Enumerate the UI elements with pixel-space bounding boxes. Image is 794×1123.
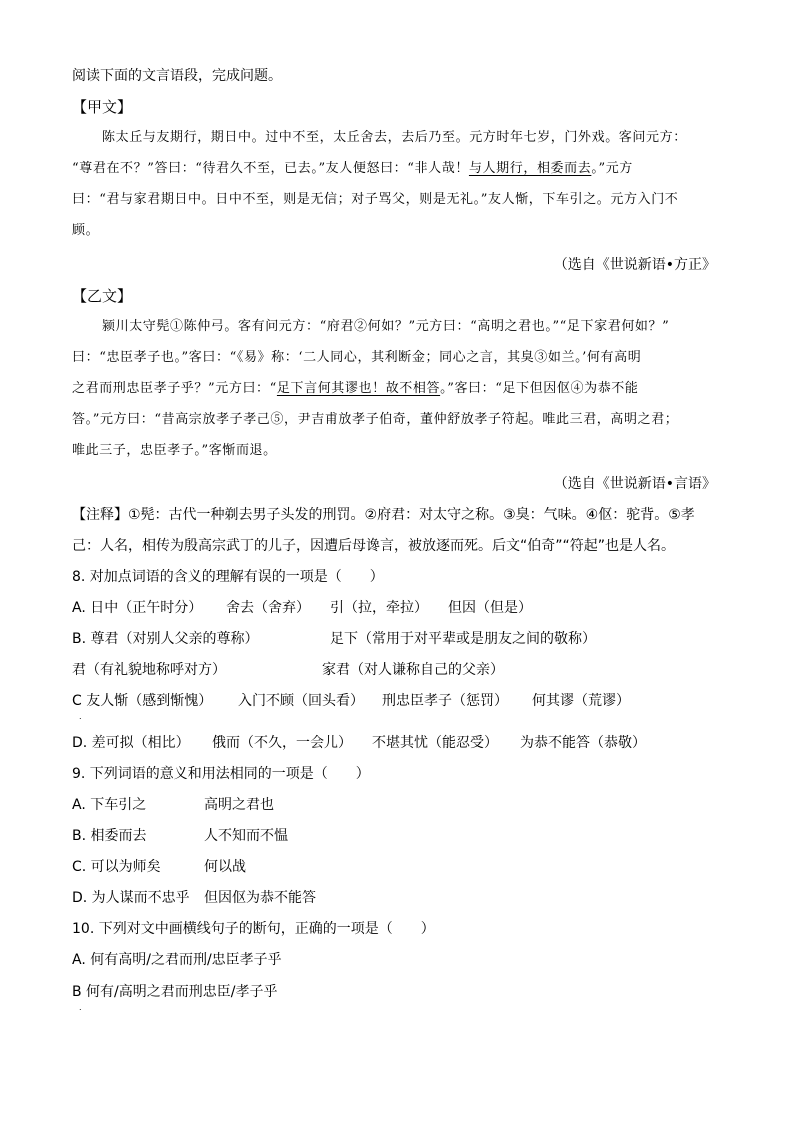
- q8-option-b-1: B. 尊君（对别人父亲的尊称）: [72, 631, 259, 647]
- q8-option-a-2: 舍去（舍弃）: [226, 600, 310, 616]
- yi-line-5: 唯此三子，忠臣孝子。”客惭而退。: [72, 443, 277, 458]
- yi-line-3: 之君而刑忠臣孝子乎？”元方曰：“足下言何其谬也！故不相答。”客曰：“足下但因伛④为恭不能: [72, 381, 639, 396]
- q9-option-b-1: B. 相委而去: [72, 828, 147, 844]
- question-8-stem: 8. 对加点词语的含义的理解有误的一项是（ ）: [72, 569, 384, 585]
- jia-line-3: 曰：“君与家君期日中。日中不至，则是无信；对子骂父，则是无礼。”友人惭，下车引之。元方入门不: [72, 192, 679, 207]
- q9-option-b-2: 人不知而不愠: [204, 828, 288, 844]
- q9-option-d-2: 但因伛为恭不能答: [204, 890, 316, 906]
- instruction-text: 阅读下面的文言语段，完成问题。: [72, 68, 282, 84]
- question-10-stem: 10. 下列对文中画横线句子的断句，正确的一项是（ ）: [72, 921, 435, 937]
- notes-line-1: 【注释】①髡：古代一种剃去男子头发的刑罚。②府君：对太守之称。③臭：气味。④伛：驼背。⑤孝: [72, 507, 695, 523]
- yi-line-2: 曰：“忠臣孝子也。”客曰：“《易》称：‘二人同心，其利断金；同心之言，其臭③如兰。’何有高明: [72, 350, 642, 365]
- q8-option-d-1: D. 差可拟（相比）: [72, 735, 190, 751]
- q9-option-a-1: A. 下车引之: [72, 797, 147, 813]
- yi-line-4: 答。”元方曰：“昔高宗放孝子孝己⑤，尹吉甫放孝子伯奇，董仲舒放孝子符起。唯此三君，高明之君；: [72, 412, 679, 427]
- q10-option-a: A. 何有高明/之君而刑/忠臣孝子乎: [72, 952, 282, 968]
- q8-option-a-3: 引（拉，牵拉）: [330, 600, 428, 616]
- q9-option-a-2: 高明之君也: [204, 797, 274, 813]
- q8-option-b-3: 君（有礼貌地称呼对方）: [72, 662, 226, 678]
- jia-line-4: 顾。: [72, 223, 100, 238]
- yi-source: （选自《世说新语•言语》: [553, 476, 716, 492]
- question-9-stem: 9. 下列词语的意义和用法相同的一项是（ ）: [72, 766, 370, 782]
- yi-heading: 【乙文】: [72, 287, 133, 305]
- q8-option-a-4: 但因（但是）: [448, 600, 532, 616]
- q9-option-d-1: D. 为人谋而不忠乎: [72, 890, 190, 906]
- q8-option-d-4: 为恭不能答（恭敬）: [520, 735, 646, 751]
- q8-option-c-1: C 友人惭（感到惭愧）: [72, 693, 213, 709]
- q8-option-b-4: 家君（对人谦称自己的父亲）: [322, 662, 504, 678]
- q9-option-c-2: 何以战: [204, 859, 246, 875]
- notes-line-2: 己：人名，相传为殷高宗武丁的儿子，因遭后母谗言，被放逐而死。后文“伯奇”“符起”也是人名。: [72, 538, 676, 554]
- bullet-dot: .: [79, 1003, 82, 1012]
- q9-option-c-1: C. 可以为师矣: [72, 859, 161, 875]
- jia-line-1: 陈太丘与友期行，期日中。过中不至，太丘舍去，去后乃至。元方时年七岁，门外戏。客问元方：: [102, 130, 687, 145]
- yi-line-1: 颍川太守髡①陈仲弓。客有问元方：“府君②何如？”元方曰：“高明之君也。”“足下家君何如？”: [102, 319, 670, 334]
- q8-option-d-3: 不堪其忧（能忍受）: [372, 735, 498, 751]
- bullet-dot: .: [79, 712, 82, 721]
- q8-option-c-4: 何其谬（荒谬）: [532, 693, 630, 709]
- jia-heading: 【甲文】: [72, 98, 133, 116]
- underlined-sentence-yi: 足下言何其谬也！故不相答: [276, 381, 441, 396]
- q8-option-c-3: 刑忠臣孝子（惩罚）: [382, 693, 508, 709]
- q8-option-a-1: A. 日中（正午时分）: [72, 600, 203, 616]
- underlined-sentence-jia: 与人期行，相委而去: [468, 161, 592, 176]
- q8-option-b-2: 足下（常用于对平辈或是朋友之间的敬称）: [330, 631, 596, 647]
- q10-option-b: B 何有/高明之君而刑忠臣/孝子乎: [72, 984, 278, 1000]
- jia-source: （选自《世说新语•方正》: [553, 257, 716, 273]
- q8-option-d-2: 俄而（不久，一会儿）: [212, 735, 352, 751]
- jia-line-2: “尊君在不？”答曰：“待君久不至，已去。”友人便怒曰：“非人哉！与人期行，相委而去。”元方: [72, 161, 633, 176]
- q8-option-c-2: 入门不顾（回头看）: [238, 693, 364, 709]
